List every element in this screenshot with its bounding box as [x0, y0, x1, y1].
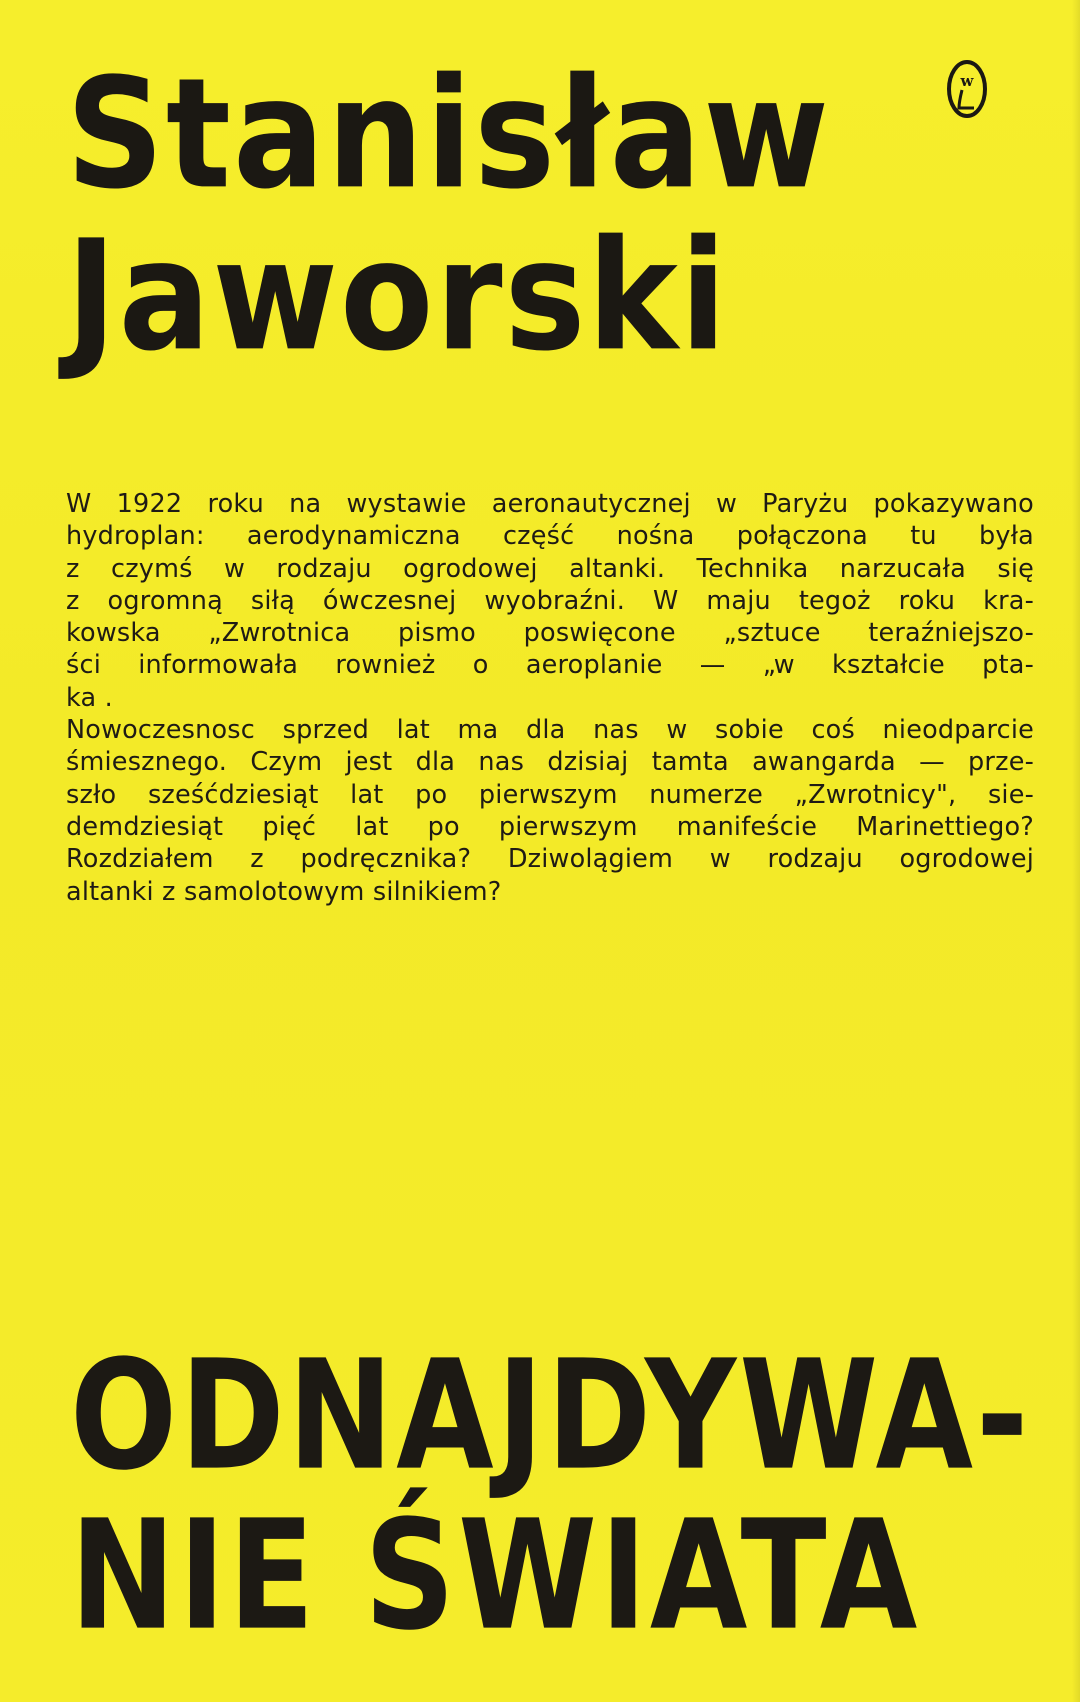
- blurb-line: altanki z samolotowym silnikiem?: [66, 876, 502, 907]
- blurb-line: szło sześćdziesiąt lat po pierwszym numerze „Zwrotnicy", sie-: [66, 779, 1034, 810]
- blurb-line: Rozdziałem z podręcznika? Dziwolągiem w rodzaju ogrodowej: [66, 844, 1034, 875]
- svg-text:w: w: [960, 72, 974, 90]
- blurb-line: śmiesznego. Czym jest dla nas dzisiaj tamta awangarda — prze-: [66, 747, 1034, 778]
- blurb-line: Nowoczesnosc sprzed lat ma dla nas w sobie coś nieodparcie: [66, 715, 1034, 746]
- blurb-line: z ogromną siłą ówczesnej wyobraźni. W maju tegoż roku kra-: [66, 585, 1034, 616]
- blurb-line: ka .: [66, 682, 113, 713]
- blurb-text: [66, 488, 1034, 908]
- book-title-line-2: NIE ŚWIATA: [70, 1487, 921, 1664]
- author-last-name: Jaworski: [66, 208, 729, 386]
- book-title-line-1: ODNAJDYWA-: [70, 1327, 1032, 1504]
- blurb-line: kowska „Zwrotnica pismo poswięcone „sztuce teraźniejszo-: [66, 618, 1034, 649]
- blurb-line: demdziesiąt pięć lat po pierwszym manifeście Marinettiego?: [66, 811, 1034, 842]
- cover-edge-shadow: [1072, 0, 1080, 1702]
- blurb-line: W 1922 roku na wystawie aeronautycznej w Paryżu pokazywano: [66, 489, 1034, 519]
- blurb-line: ści informowała rownież o aeroplanie — „w kształcie pta-: [66, 650, 1034, 681]
- book-title: [70, 1327, 1050, 1664]
- blurb-line: hydroplan: aerodynamiczna część nośna połączona tu była: [66, 521, 1034, 552]
- author-first-name: Stanisław: [66, 46, 832, 224]
- author-name: [66, 46, 926, 386]
- publisher-logo-icon: [945, 58, 989, 120]
- blurb-line: z czymś w rodzaju ogrodowej altanki. Technika narzucała się: [66, 553, 1034, 584]
